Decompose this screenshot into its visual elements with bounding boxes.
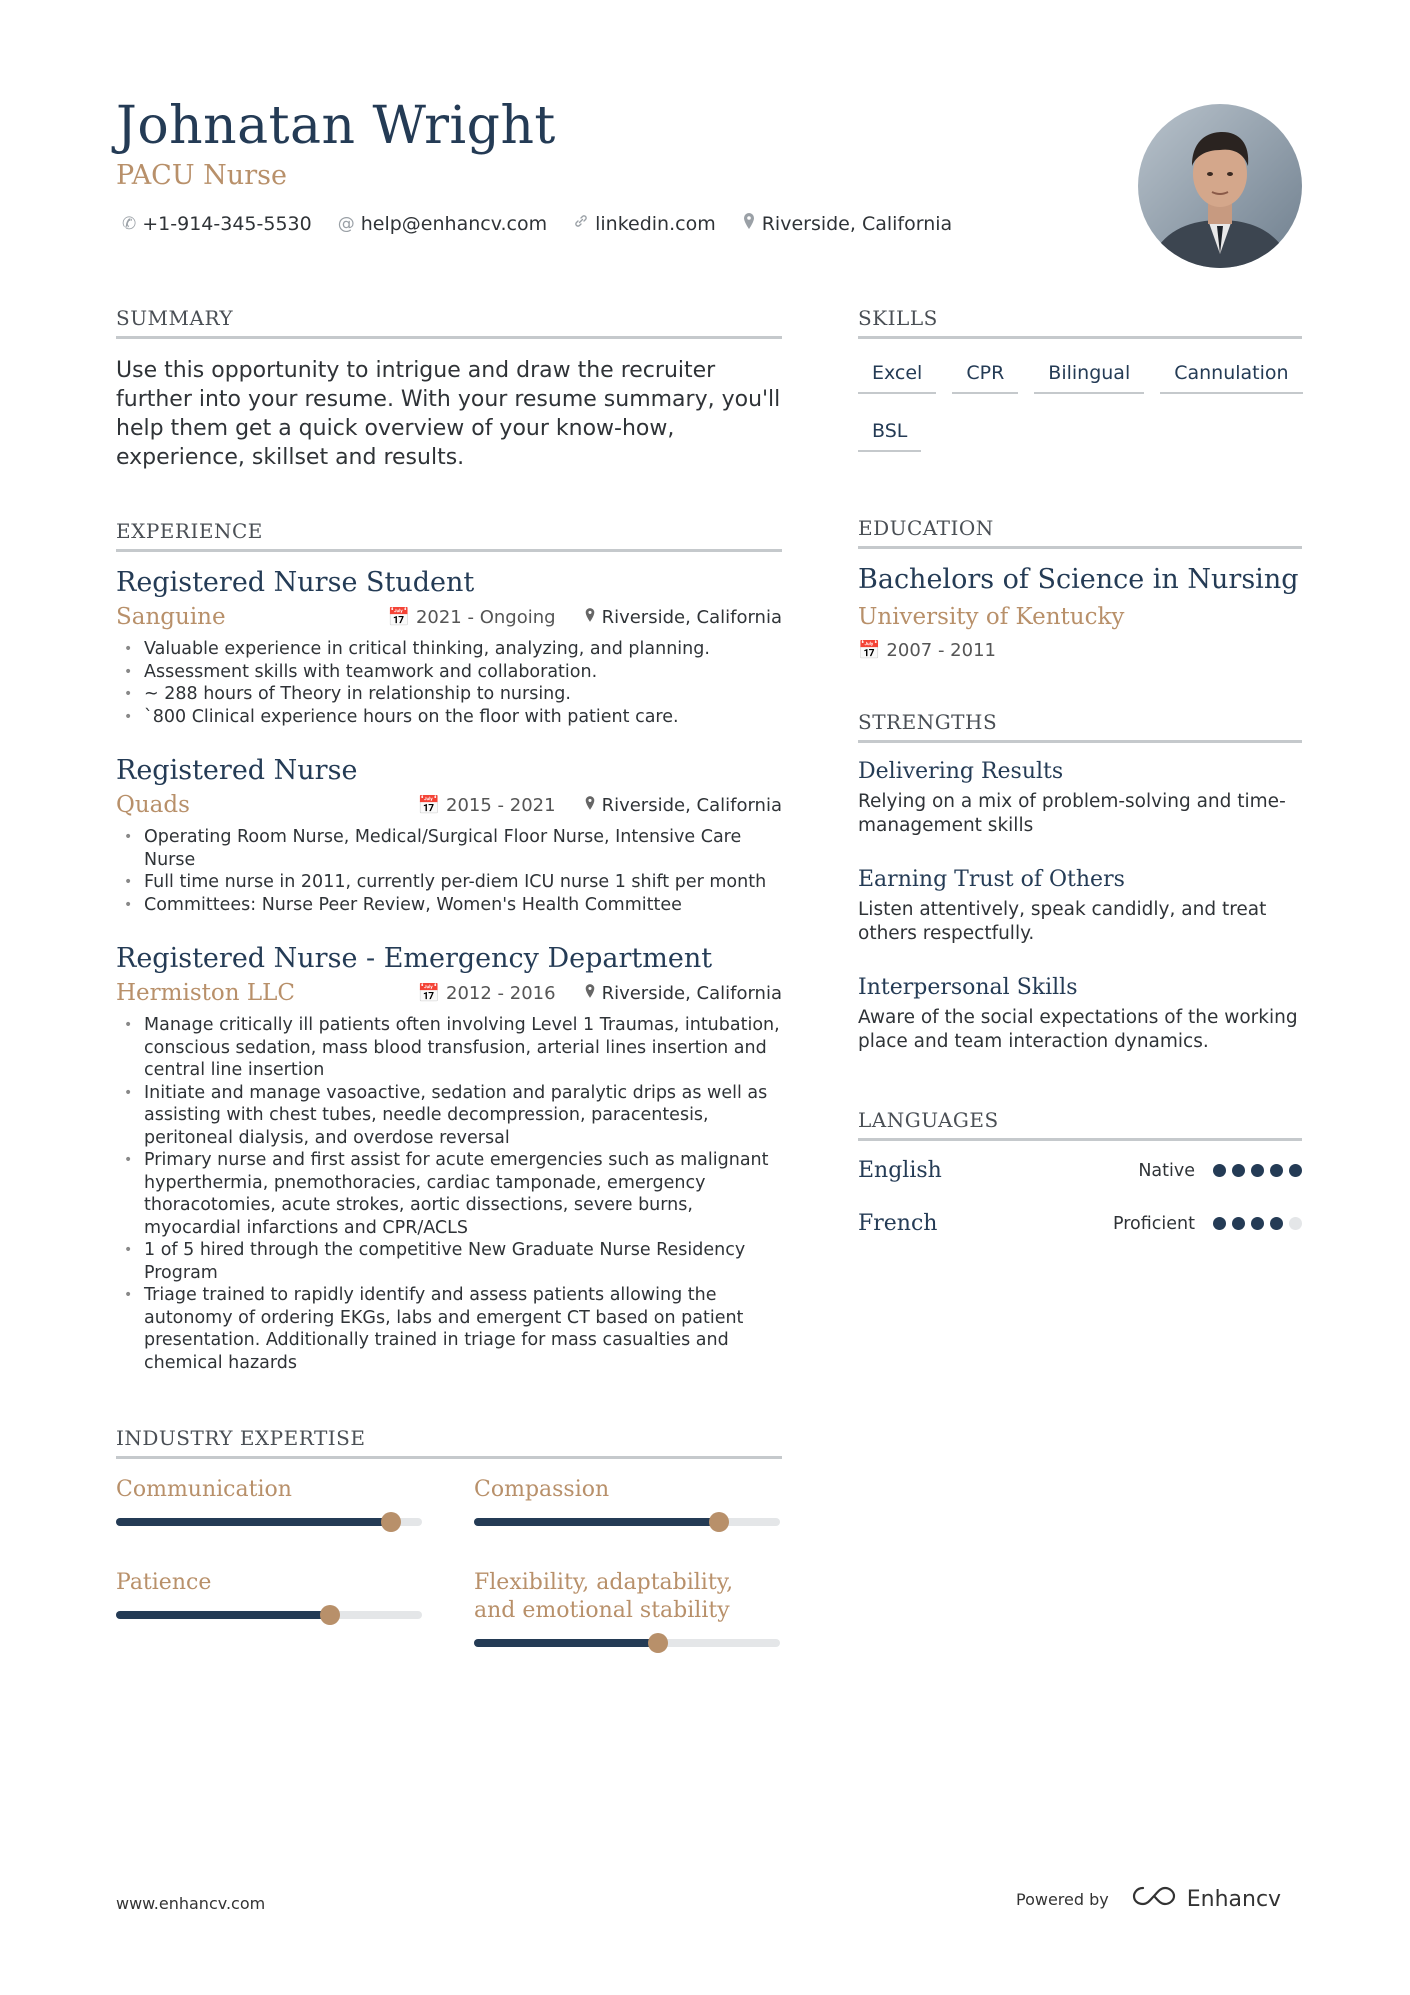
expertise-item <box>474 1476 780 1526</box>
education-heading: EDUCATION <box>858 516 1302 549</box>
rating-dot <box>1270 1164 1283 1177</box>
list-item: • Primary nurse and first assist for acute emergencies such as malignant hyperthermia, pnemothoracies, cardiac tamponade, emergency thoracotomies, acute strokes, aortic dissections, severe burns, myocardial infarctions and CPR/ACLS <box>116 1149 782 1239</box>
list-item: • Full time nurse in 2011, currently per-diem ICU nurse 1 shift per month <box>116 871 782 894</box>
job-bullets <box>116 1014 782 1374</box>
location-pin-icon <box>584 983 596 1004</box>
contact-row <box>122 212 952 235</box>
job-date-text: 2015 - 2021 <box>446 794 556 816</box>
contact-location <box>742 212 952 235</box>
job-company: Hermiston LLC <box>116 980 295 1006</box>
rating-dot <box>1232 1164 1245 1177</box>
rating-dot <box>1289 1217 1302 1230</box>
rating-dot <box>1251 1217 1264 1230</box>
link-icon <box>573 213 589 234</box>
list-item: • 1 of 5 hired through the competitive New Graduate Nurse Residency Program <box>116 1239 782 1284</box>
list-item: • Valuable experience in critical thinking, analyzing, and planning. <box>116 638 782 661</box>
expertise-bar <box>474 1518 780 1526</box>
job-entry <box>116 942 782 1374</box>
email-text: help@enhancv.com <box>360 212 548 235</box>
contact-phone[interactable] <box>122 212 312 235</box>
language-dots <box>1213 1164 1302 1177</box>
list-item: • Manage critically ill patients often involving Level 1 Traumas, intubation, conscious sedation, mass blood transfusion, arterial lines insertion and central line insertion <box>116 1014 782 1082</box>
language-name: French <box>858 1211 938 1236</box>
calendar-icon: 📅 <box>417 982 440 1004</box>
job-location-text: Riverside, California <box>601 794 782 816</box>
list-item: • Initiate and manage vasoactive, sedation and paralytic drips as well as assisting with chest tubes, needle decompression, paracentesis, peritoneal dialysis, and overdose reversal <box>116 1082 782 1150</box>
summary-text: Use this opportunity to intrigue and draw the recruiter further into your resume. With your resume summary, you'll help them get a quick overview of your know-how, experience, skillset and results. <box>116 358 781 470</box>
strength-title: Interpersonal Skills <box>858 975 1078 1000</box>
expertise-bar <box>474 1639 780 1647</box>
rating-dot <box>1232 1217 1245 1230</box>
skills-list <box>858 358 1308 452</box>
strength-item <box>858 866 1308 946</box>
strength-desc: Listen attentively, speak candidly, and treat others respectfully. <box>858 899 1267 944</box>
job-date <box>388 607 556 628</box>
expertise-label: Compassion <box>474 1477 610 1502</box>
contact-linkedin[interactable] <box>573 212 716 235</box>
strength-title: Earning Trust of Others <box>858 867 1125 892</box>
language-item <box>858 1158 1302 1183</box>
brand-name: Enhancv <box>1186 1886 1282 1912</box>
list-item: • Triage trained to rapidly identify and assess patients allowing the autonomy of ordering EKGs, labs and emergent CT based on patient presentation. Additionally trained in triage for mass casualties and chemical hazards <box>116 1284 782 1374</box>
expertise-label: Flexibility, adaptability, and emotional stability <box>474 1570 734 1623</box>
linkedin-text: linkedin.com <box>595 212 716 235</box>
rating-dot <box>1270 1217 1283 1230</box>
industry-expertise-heading: INDUSTRY EXPERTISE <box>116 1426 782 1459</box>
strength-desc: Aware of the social expectations of the working place and team interaction dynamics. <box>858 1007 1298 1052</box>
language-item <box>858 1211 1302 1236</box>
list-item: • Committees: Nurse Peer Review, Women's Health Committee <box>116 894 782 917</box>
rating-dot <box>1213 1164 1226 1177</box>
powered-by-text: Powered by <box>1016 1889 1109 1909</box>
location-text: Riverside, California <box>761 212 953 235</box>
location-pin-icon <box>584 607 596 628</box>
job-company: Sanguine <box>116 604 226 630</box>
rating-dot <box>1251 1164 1264 1177</box>
expertise-item <box>116 1569 422 1619</box>
calendar-icon: 📅 <box>417 794 440 816</box>
education-date-text: 2007 - 2011 <box>886 640 996 661</box>
expertise-label: Communication <box>116 1477 292 1502</box>
profile-photo <box>1138 104 1302 268</box>
expertise-label: Patience <box>116 1570 212 1595</box>
job-bullets <box>116 826 782 916</box>
strength-item <box>858 758 1308 838</box>
expertise-item <box>474 1569 780 1647</box>
phone-icon: ✆ <box>122 213 137 234</box>
language-dots <box>1213 1217 1302 1230</box>
footer-branding <box>1016 1884 1281 1914</box>
job-location <box>584 795 782 816</box>
job-location-text: Riverside, California <box>601 606 782 628</box>
languages-heading: LANGUAGES <box>858 1108 1302 1141</box>
job-date-text: 2021 - Ongoing <box>415 606 556 628</box>
summary-heading: SUMMARY <box>116 306 782 339</box>
education-school: University of Kentucky <box>858 604 1125 630</box>
contact-email[interactable] <box>338 212 547 235</box>
job-entry <box>116 754 782 916</box>
strengths-heading: STRENGTHS <box>858 710 1302 743</box>
rating-dot <box>1213 1217 1226 1230</box>
job-date <box>418 795 556 816</box>
skill-tag: Cannulation <box>1160 358 1302 394</box>
strength-desc: Relying on a mix of problem-solving and time-management skills <box>858 791 1286 836</box>
expertise-knob <box>709 1512 729 1532</box>
job-bullets <box>116 638 782 728</box>
expertise-knob <box>320 1605 340 1625</box>
rating-dot <box>1289 1164 1302 1177</box>
expertise-knob <box>381 1512 401 1532</box>
language-level: Proficient <box>1113 1213 1195 1234</box>
list-item: • `800 Clinical experience hours on the floor with patient care. <box>116 706 782 729</box>
job-entry <box>116 566 782 728</box>
at-icon: @ <box>337 213 355 234</box>
expertise-bar <box>116 1611 422 1619</box>
education-degree: Bachelors of Science in Nursing <box>858 564 1299 595</box>
calendar-icon: 📅 <box>387 606 410 628</box>
location-pin-icon <box>742 212 756 235</box>
skill-tag: CPR <box>952 358 1018 394</box>
language-name: English <box>858 1158 942 1183</box>
candidate-title: PACU Nurse <box>116 160 287 191</box>
skill-tag: Bilingual <box>1034 358 1144 394</box>
skill-tag: Excel <box>858 358 936 394</box>
strength-item <box>858 974 1308 1054</box>
job-title: Registered Nurse <box>116 755 358 786</box>
job-location <box>584 983 782 1004</box>
skills-heading: SKILLS <box>858 306 1302 339</box>
enhancv-logo-icon <box>1131 1884 1177 1914</box>
list-item: • ~ 288 hours of Theory in relationship to nursing. <box>116 683 782 706</box>
job-location-text: Riverside, California <box>601 982 782 1004</box>
skill-tag: BSL <box>858 416 921 452</box>
expertise-item <box>116 1476 422 1526</box>
location-pin-icon <box>584 795 596 816</box>
expertise-knob <box>648 1633 668 1653</box>
phone-text: +1-914-345-5530 <box>142 212 312 235</box>
language-level: Native <box>1138 1160 1195 1181</box>
strength-title: Delivering Results <box>858 759 1064 784</box>
calendar-icon: 📅 <box>858 640 881 661</box>
expertise-bar-fill <box>116 1518 391 1526</box>
expertise-bar-fill <box>474 1518 719 1526</box>
expertise-bar <box>116 1518 422 1526</box>
brand-logo[interactable] <box>1131 1884 1281 1914</box>
list-item: • Assessment skills with teamwork and collaboration. <box>116 661 782 684</box>
list-item: • Operating Room Nurse, Medical/Surgical Floor Nurse, Intensive Care Nurse <box>116 826 782 871</box>
job-title: Registered Nurse - Emergency Department <box>116 943 713 974</box>
job-date-text: 2012 - 2016 <box>446 982 556 1004</box>
candidate-name: Johnatan Wright <box>116 96 556 156</box>
footer-website[interactable]: www.enhancv.com <box>116 1894 266 1913</box>
experience-heading: EXPERIENCE <box>116 519 782 552</box>
job-date <box>418 983 556 1004</box>
expertise-bar-fill <box>474 1639 658 1647</box>
education-date <box>858 640 996 661</box>
job-company: Quads <box>116 792 190 818</box>
expertise-bar-fill <box>116 1611 330 1619</box>
job-location <box>584 607 782 628</box>
job-title: Registered Nurse Student <box>116 567 475 598</box>
